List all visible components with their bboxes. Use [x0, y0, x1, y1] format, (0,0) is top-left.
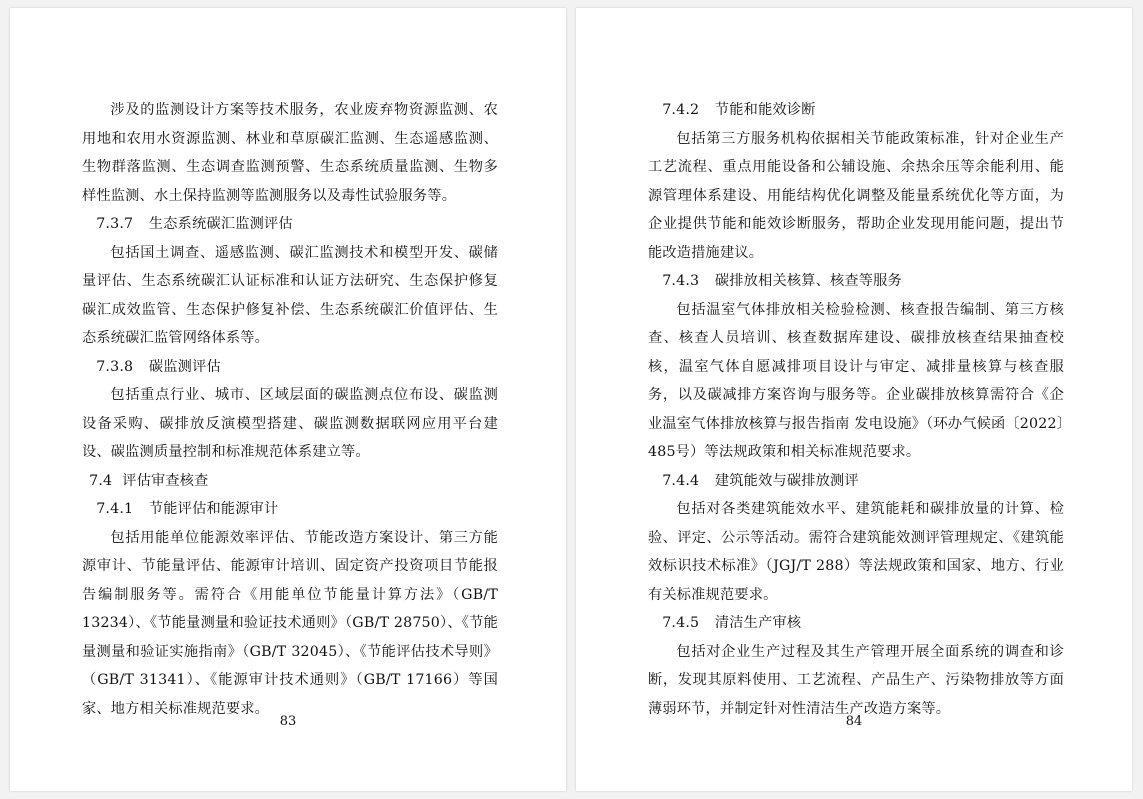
section-title: 节能和能效诊断 [714, 102, 816, 118]
section-number: 7.4 [89, 472, 113, 489]
paragraph: 包括重点行业、城市、区域层面的碳监测点位布设、碳监测设备采购、碳排放反演模型搭建、碳监测数据联网应用平台建设、碳监测质量控制和标准规范体系建立等。 [82, 387, 498, 460]
section-number: 7.3.7 [96, 216, 134, 232]
section-title: 生态系统碳汇监测评估 [148, 216, 293, 232]
page-right [576, 8, 1132, 791]
paragraph: 包括对各类建筑能效水平、建筑能耗和碳排放量的计算、检验、评定、公示等活动。需符合建筑能效测评管理规定、《建筑能效标识技术标准》（JGJ/T 288）等法规政策和国家、地方、行业有关标准规范要求。 [648, 501, 1064, 603]
section-heading [648, 96, 1064, 125]
page-number: 83 [279, 714, 297, 729]
section-number: 7.3.8 [96, 358, 134, 375]
paragraph: 包括第三方服务机构依据相关节能政策标准，针对企业生产工艺流程、重点用能设备和公辅设施、余热余压等余能利用、能源管理体系建设、用能结构优化调整及能量系统优化等方面，为企业提供节能和能效诊断服务，帮助企业发现用能问题，提出节能改造措施建议。 [648, 130, 1064, 261]
paragraph: 涉及的监测设计方案等技术服务，农业废弃物资源监测、农用地和农用水资源监测、林业和草原碳汇监测、生态遥感监测、生物群落监测、生态调查监测预警、生态系统质量监测、生物多样性监测、水土保持监测等监测服务以及毒性试验服务等。 [82, 102, 498, 204]
section-title: 评估审查核查 [122, 472, 209, 489]
section-number: 7.4.4 [662, 472, 700, 489]
page-right-text-column [648, 96, 1064, 717]
section-heading [648, 267, 1064, 296]
page-left-text-column [82, 96, 498, 717]
section-number: 7.4.1 [96, 501, 134, 517]
section-number: 7.4.5 [662, 615, 700, 631]
section-title: 清洁生产审核 [714, 615, 802, 631]
page-number: 84 [845, 714, 863, 729]
section-title: 碳监测评估 [148, 358, 221, 375]
section-heading [82, 210, 498, 239]
section-number: 7.4.3 [662, 273, 700, 289]
section-heading [648, 609, 1064, 638]
paragraph: 包括对企业生产过程及其生产管理开展全面系统的调查和诊断，发现其原料使用、工艺流程、产品生产、污染物排放等方面薄弱环节，并制定针对性清洁生产改造方案等。 [648, 643, 1064, 717]
section-title: 碳排放相关核算、核查等服务 [714, 273, 902, 289]
section-heading [82, 467, 498, 496]
paragraph: 包括用能单位能源效率评估、节能改造方案设计、第三方能源审计、节能量评估、能源审计培训、固定资产投资项目节能报告编制服务等。需符合《用能单位节能量计算方法》（GB/T 13234）、《节能量测量和验证技术通则》（GB/T 28750）、《节能量测量和验证实施指南》（GB/T 32045）、《节能评估技术导则》（GB/T 31341）、《能源审计技术通则》（GB/T 17166）等国家、地方相关标准规范要求。 [82, 529, 498, 717]
paragraph: 包括温室气体排放相关检验检测、核查报告编制、第三方核查、核查人员培训、核查数据库建设、碳排放核查结果抽查校核，温室气体自愿减排项目设计与审定、减排量核算与核查服务，以及碳减排方案咨询与服务等。企业碳排放核算需符合《企业温室气体排放核算与报告指南 发电设施》（环办气候函〔2022〕485号）等法规政策和相关标准规范要求。 [648, 301, 1064, 460]
section-number: 7.4.2 [662, 102, 700, 118]
section-title: 节能评估和能源审计 [148, 501, 279, 517]
paragraph: 包括国土调查、遥感监测、碳汇监测技术和模型开发、碳储量评估、生态系统碳汇认证标准和认证方法研究、生态保护修复碳汇成效监管、生态保护修复补偿、生态系统碳汇价值评估、生态系统碳汇监管网络体系等。 [82, 244, 498, 346]
page-left [10, 8, 566, 791]
section-heading [648, 467, 1064, 496]
section-title: 建筑能效与碳排放测评 [714, 472, 859, 489]
section-heading [82, 495, 498, 524]
section-heading [82, 353, 498, 382]
